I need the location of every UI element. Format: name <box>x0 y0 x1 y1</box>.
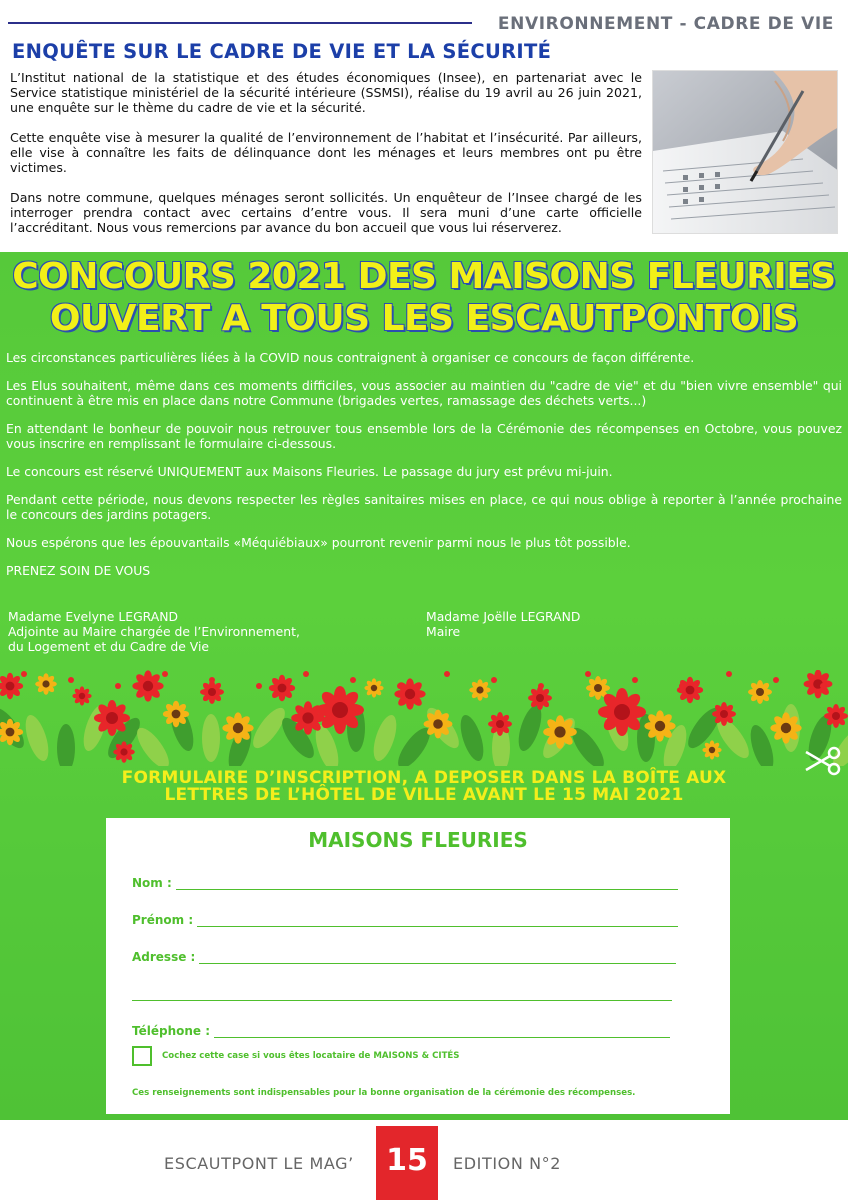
header-rule <box>8 22 472 24</box>
form-note: Ces renseignements sont indispensables pour la bonne organisation de la cérémonie des récompenses. <box>132 1088 636 1098</box>
contest-paragraph: Le concours est réservé UNIQUEMENT aux Maisons Fleuries. Le passage du jury est prévu mi-juin. <box>6 464 613 479</box>
survey-paragraph: L’Institut national de la statistique et des études économiques (Insee), en partenariat avec le Service statistique ministériel de la sécurité intérieure (SSMSI), réalise du 19 avril au 26 juin 2021, une enquête sur le thème du cadre de vie et la sécurité. <box>10 70 642 115</box>
registration-form <box>106 818 730 1114</box>
nom-input-line[interactable] <box>176 876 678 890</box>
prenom-input-line[interactable] <box>197 913 678 927</box>
contest-paragraph: Pendant cette période, nous devons respecter les règles sanitaires mises en place, ce qui nous oblige à reporter à l’année prochaine le concours des jardins potagers. <box>6 492 842 522</box>
adresse-line-2 <box>132 981 672 1001</box>
contest-paragraph: Nous espérons que les épouvantails «Méquiébiaux» pourront revenir parmi nous le plus tôt possible. <box>6 535 631 550</box>
signature-maire <box>426 609 580 639</box>
telephone-input-line[interactable] <box>214 1024 670 1038</box>
locataire-checkbox[interactable] <box>132 1046 152 1066</box>
survey-title: ENQUÊTE SUR LE CADRE DE VIE ET LA SÉCURITÉ <box>12 40 552 63</box>
flower-border-illustration <box>0 670 848 766</box>
contest-paragraph: Les circonstances particulières liées à la COVID nous contraignent à organiser ce concours de façon différente. <box>6 350 695 365</box>
signatory-role: Adjointe au Maire chargée de l’Environnement, <box>8 624 300 639</box>
page-number: 15 <box>376 1126 438 1200</box>
signatory-role: du Logement et du Cadre de Vie <box>8 639 210 654</box>
survey-photo <box>652 70 838 234</box>
contest-section <box>0 252 848 1120</box>
form-heading-line: LETTRES DE L’HÔTEL DE VILLE AVANT LE 15 MAI 2021 <box>164 785 684 805</box>
survey-paragraph: Cette enquête vise à mesurer la qualité de l’environnement de l’habitat et l’insécurité. Par ailleurs, elle vise à connaître les faits de délinquance dont les ménages et leurs membres ont pu être victimes. <box>10 130 642 175</box>
section-title: ENVIRONNEMENT - CADRE DE VIE <box>497 14 834 34</box>
signature-adjointe <box>8 609 300 654</box>
telephone-field <box>132 1018 670 1038</box>
nom-field <box>132 870 678 890</box>
form-title: MAISONS FLEURIES <box>308 828 528 852</box>
locataire-checkbox-row <box>132 1046 460 1066</box>
adresse-field <box>132 944 676 964</box>
prenom-field <box>132 907 678 927</box>
form-heading <box>0 770 848 804</box>
signatory-name: Madame Joëlle LEGRAND <box>426 609 581 624</box>
magazine-name: ESCAUTPONT LE MAG’ <box>164 1154 354 1173</box>
contest-closing: PRENEZ SOIN DE VOUS <box>6 563 151 578</box>
contest-paragraph: Les Elus souhaitent, même dans ces moments difficiles, vous associer au maintien du "cadre de vie" et du "bien vivre ensemble" qui continuent à être mis en place dans notre Commune (brigades vertes, ramassage des déchets verts...) <box>6 378 842 408</box>
hand-writing-photo <box>653 71 838 234</box>
contest-title <box>0 256 848 340</box>
contest-paragraph: En attendant le bonheur de pouvoir nous retrouver tous ensemble lors de la Cérémonie des récompenses en Octobre, vous pouvez vous inscrire en remplissant le formulaire ci-dessous. <box>6 421 842 451</box>
adresse-input-line-2[interactable] <box>132 987 672 1001</box>
contest-title-line: OUVERT A TOUS LES ESCAUTPONTOIS <box>49 298 799 339</box>
signatory-name: Madame Evelyne LEGRAND <box>8 609 179 624</box>
form-heading-line: FORMULAIRE D’INSCRIPTION, A DEPOSER DANS LA BOÎTE AUX <box>121 768 727 788</box>
edition-number: EDITION N°2 <box>453 1154 562 1173</box>
survey-body <box>10 70 642 250</box>
contest-body <box>6 350 842 591</box>
telephone-label: Téléphone : <box>132 1024 211 1038</box>
prenom-label: Prénom : <box>132 913 194 927</box>
nom-label: Nom : <box>132 876 172 890</box>
locataire-checkbox-label: Cochez cette case si vous êtes locataire de MAISONS & CITÉS <box>162 1051 460 1061</box>
survey-paragraph: Dans notre commune, quelques ménages seront sollicités. Un enquêteur de l’Insee chargé de les interroger prendra contact avec certains d’entre vous. Il sera muni d’une carte officielle l’accréditant. Nous vous remercions par avance du bon accueil que vous lui réserverez. <box>10 190 642 235</box>
adresse-label: Adresse : <box>132 950 196 964</box>
contest-title-line: CONCOURS 2021 DES MAISONS FLEURIES <box>12 256 836 297</box>
signatory-role: Maire <box>426 624 461 639</box>
adresse-input-line[interactable] <box>199 950 676 964</box>
